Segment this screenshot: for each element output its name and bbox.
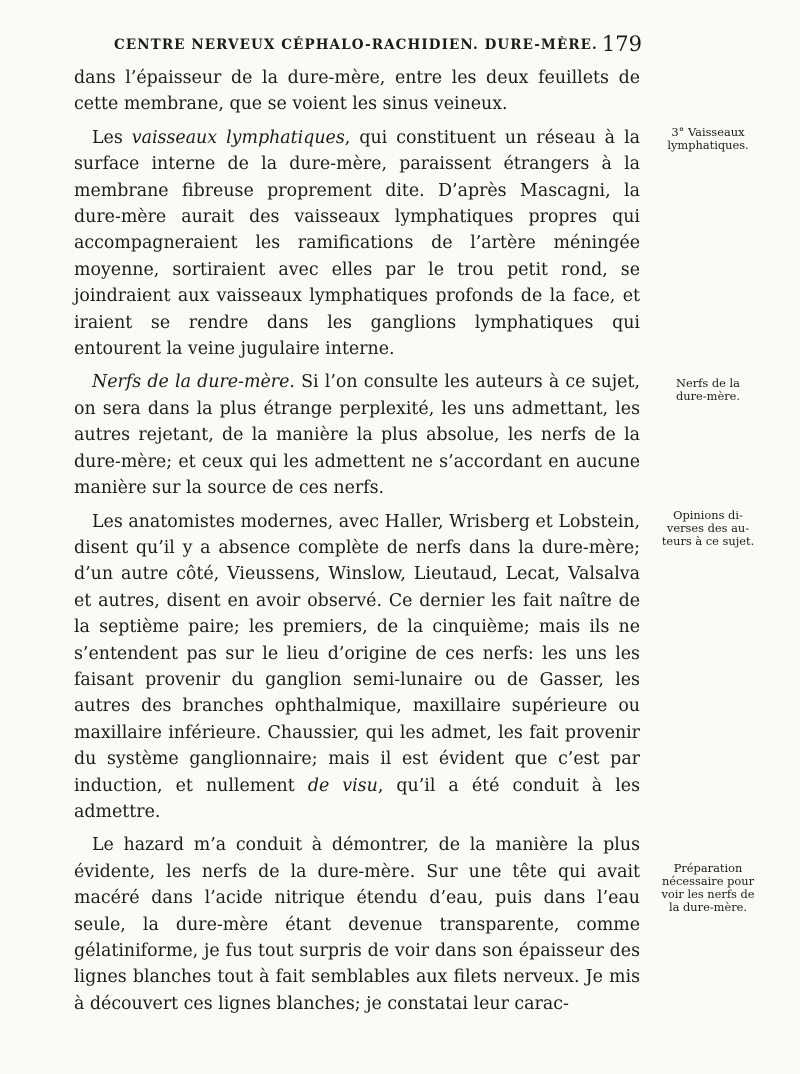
main-text	[74, 65, 640, 1024]
sidenote-line: teurs à ce sujet.	[661, 534, 755, 548]
sidenote-nerfs	[649, 377, 767, 403]
paragraph-3-rest: Si l’on consulte les auteurs à ce sujet, on sera dans la plus étrange perplexité, les uns admettant, les autres rejetant, de la manière la plus absolue, les nerfs de la dure-mère; et ceux qui les admettent ne s’accordant en aucune manière sur la source de ces nerfs.	[74, 372, 640, 499]
paragraph-2-rest: , qui constituent un réseau à la surface interne de la dure-mère, paraissent étrangers à la membrane fibreuse proprement dite. D’après Mascagni, la dure-mère aurait des vaisseaux lymphatiques propres qui accompagneraient les ramifications de l’artère méningée moyenne, sortiraient avec elles par le trou petit rond, se joindraient aux vaisseaux lymphatiques profonds de la face, et iraient se rendre dans les ganglions lymphatiques qui entourent la veine jugulaire interne.	[74, 127, 641, 360]
paragraph-2-start: Les	[92, 127, 132, 148]
sidenote-line: 3° Vaisseaux	[671, 125, 745, 139]
sidenote-opinions	[649, 509, 767, 548]
paragraph-2	[74, 125, 640, 363]
paragraph-4-b: , qu’il a été conduit à les admettre.	[74, 775, 641, 822]
emphasis-vaisseaux-lymphatiques: vaisseaux lymphatiques	[131, 127, 345, 148]
emphasis-nerfs-dure-mere: Nerfs de la dure-mère.	[92, 372, 295, 393]
paragraph-4-a: Les anatomistes modernes, avec Haller, Wrisberg et Lobstein, disent qu’il y a absence complète de nerfs dans la dure-mère; d’un autre côté, Vieussens, Winslow, Lieutaud, Lecat, Valsalva et autres, disent en avoir observé. Ce dernier les fait naître de la septième paire; les premiers, de la cinquième; mais ils ne s’entendent pas sur le lieu d’origine de ces nerfs: les uns les faisant provenir du ganglion semi-lunaire ou de Gasser, les autres des branches ophthalmique, maxillaire supérieure ou maxillaire inférieure. Chaussier, qui les admet, les fait provenir du système ganglionnaire; mais il est évident que c’est par induction, et nullement	[74, 511, 640, 796]
sidenote-line: la dure-mère.	[668, 900, 748, 914]
emphasis-de-visu: de visu	[307, 775, 378, 796]
running-title: CENTRE NERVEUX CÉPHALO-RACHIDIEN. DURE-MÈRE.	[114, 37, 598, 53]
sidenote-line: nécessaire pour	[661, 874, 755, 888]
sidenote-line: dure-mère.	[675, 389, 740, 403]
running-header	[100, 32, 645, 58]
paragraph-4	[74, 509, 640, 826]
sidenote-line: Préparation	[673, 861, 743, 875]
sidenote-line: Opinions di-	[673, 508, 743, 522]
sidenote-line: Nerfs de la	[676, 376, 740, 390]
sidenote-vaisseaux	[649, 126, 767, 152]
paragraph-1: dans l’épaisseur de la dure-mère, entre les deux feuillets de cette membrane, que se voient les sinus veineux.	[74, 68, 640, 115]
page-number: 179	[601, 32, 642, 56]
sidenote-line: verses des au-	[666, 521, 750, 535]
paragraph-5: Le hazard m’a conduit à démontrer, de la manière la plus évidente, les nerfs de la dure-mère. Sur une tête qui avait macéré dans l’acide nitrique étendu d’eau, puis dans l’eau seule, la dure-mère étant devenue transparente, comme gélatiniforme, je fus tout surpris de voir dans son épaisseur des lignes blanches tout à fait semblables aux filets nerveux. Je mis à découvert ces lignes blanches; je constatai leur carac-	[74, 835, 640, 1014]
sidenote-line: voir les nerfs de	[661, 887, 755, 901]
sidenote-line: lymphatiques.	[667, 138, 749, 152]
paragraph-3	[74, 369, 640, 501]
sidenote-preparation	[649, 862, 767, 914]
